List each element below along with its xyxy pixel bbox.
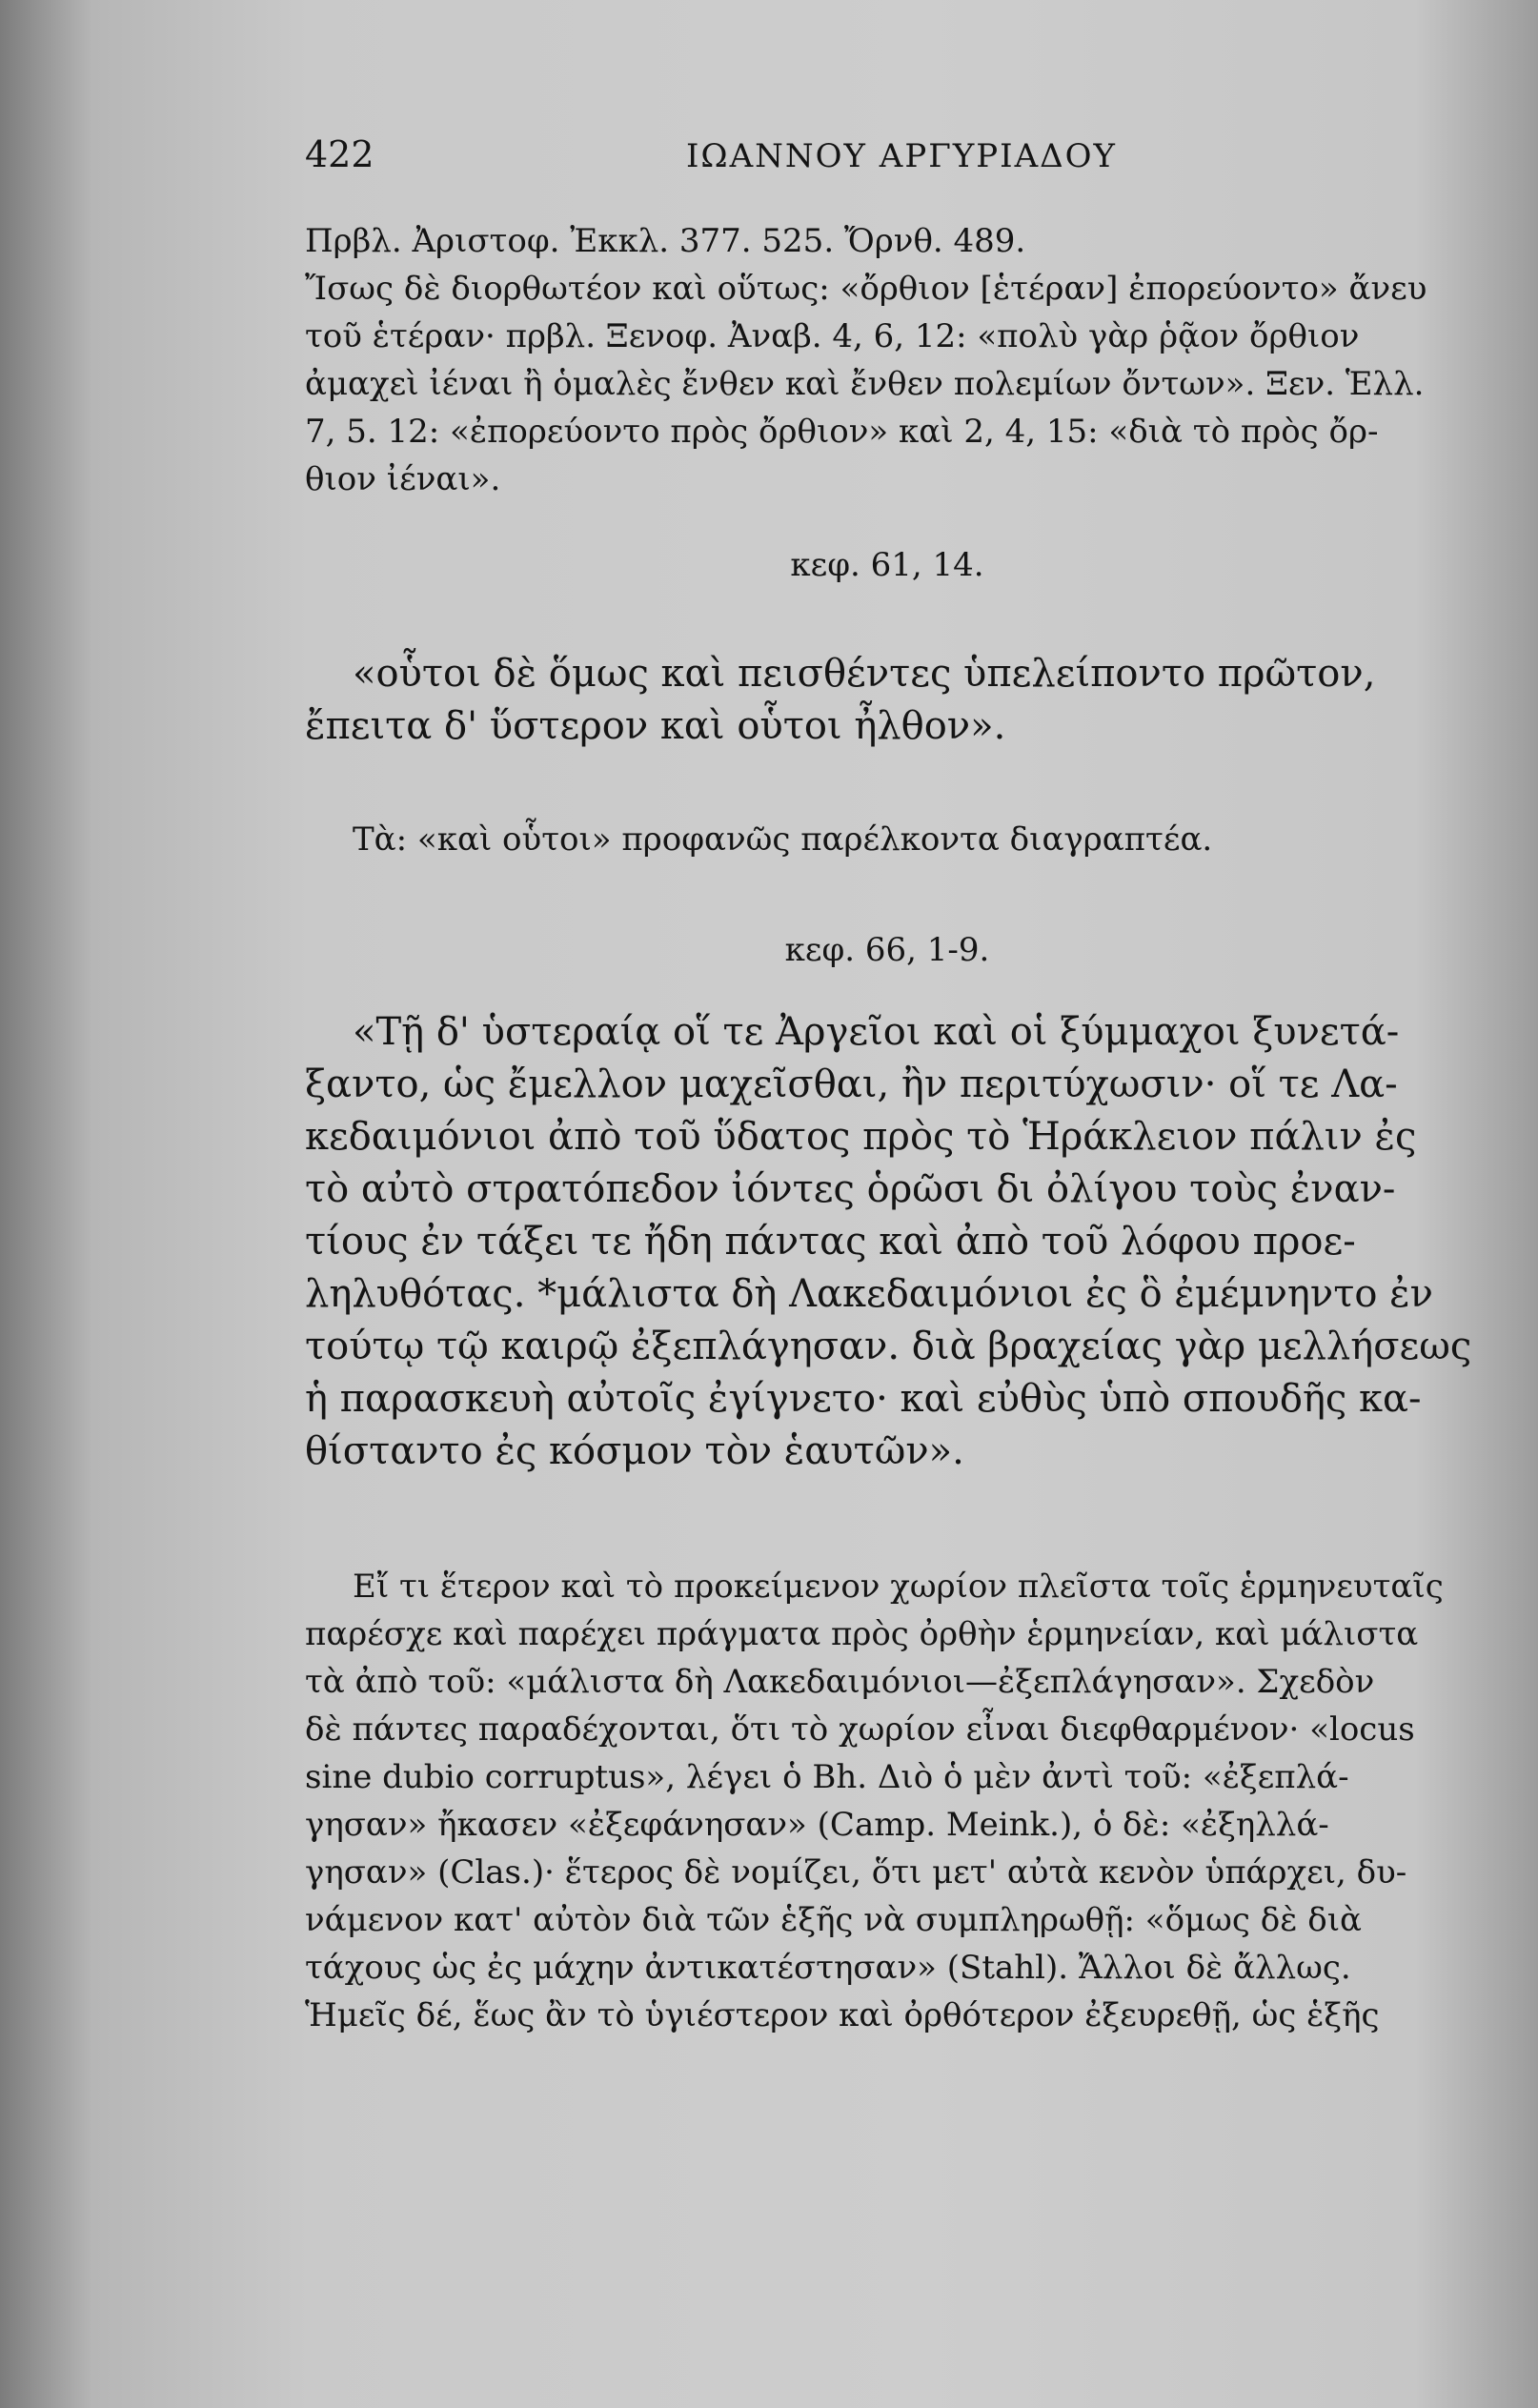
notes-top xyxy=(305,217,1469,503)
commentary-line: δὲ πάντες παραδέχονται, ὅτι τὸ χωρίον εἶναι διεφθαρμένον· «locus xyxy=(305,1710,1415,1749)
chapter-reference: κεφ. 66, 1-9. xyxy=(784,931,990,969)
note-1 xyxy=(305,816,1469,863)
quote-line: «Τῇ δ' ὑστεραίᾳ οἵ τε Ἀργεῖοι καὶ οἱ ξύμμαχοι ξυνετά- xyxy=(353,1010,1400,1054)
quote-line: ληλυθότας. *μάλιστα δὴ Λακεδαιμόνιοι ἐς ὃ ἐμέμνηντο ἐν xyxy=(305,1272,1433,1316)
commentary-line: τάχους ὡς ἐς μάχην ἀντικατέστησαν» (Stahl). Ἄλλοι δὲ ἄλλως. xyxy=(305,1949,1351,1987)
quote-line: τίους ἐν τάξει τε ἤδη πάντας καὶ ἀπὸ τοῦ λόφου προε- xyxy=(305,1220,1356,1264)
chapter-reference: κεφ. 61, 14. xyxy=(790,546,984,584)
note-line: Ἴσως δὲ διορθωτέον καὶ οὕτως: «ὄρθιον [ἑτέραν] ἐπορεύοντο» ἄνευ xyxy=(305,270,1427,308)
commentary-line: Εἴ τι ἕτερον καὶ τὸ προκείμενον χωρίον πλεῖστα τοῖς ἑρμηνευταῖς xyxy=(353,1568,1444,1606)
quotation-2 xyxy=(305,1006,1472,1478)
page-header xyxy=(305,133,1448,191)
note-line: τοῦ ἑτέραν· πρβλ. Ξενοφ. Ἀναβ. 4, 6, 12: «πολὺ γὰρ ῥᾷον ὄρθιον xyxy=(305,317,1360,355)
note-line: θιον ἰέναι». xyxy=(305,460,501,498)
quote-line: ἡ παρασκευὴ αὐτοῖς ἐγίγνετο· καὶ εὐθὺς ὑπὸ σπουδῆς κα- xyxy=(305,1377,1422,1421)
chapter-ref-2 xyxy=(305,926,1469,974)
note-line: 7, 5. 12: «ἐπορεύοντο πρὸς ὄρθιον» καὶ 2, 4, 15: «διὰ τὸ πρὸς ὄρ- xyxy=(305,413,1379,451)
commentary-line: γησαν» (Clas.)· ἕτερος δὲ νομίζει, ὅτι μετ' αὐτὰ κενὸν ὑπάρχει, δυ- xyxy=(305,1853,1407,1892)
note-line: Τὰ: «καὶ οὗτοι» προφανῶς παρέλκοντα διαγραπτέα. xyxy=(353,820,1213,859)
quote-line: κεδαιμόνιοι ἀπὸ τοῦ ὕδατος πρὸς τὸ Ἡράκλειον πάλιν ἐς xyxy=(305,1115,1417,1159)
commentary-line: νάμενον κατ' αὐτὸν διὰ τῶν ἑξῆς νὰ συμπληρωθῇ: «ὅμως δὲ διὰ xyxy=(305,1901,1363,1939)
note-line: ἀμαχεὶ ἰέναι ἢ ὁμαλὲς ἔνθεν καὶ ἔνθεν πολεμίων ὄντων». Ξεν. Ἑλλ. xyxy=(305,365,1425,403)
commentary-line: παρέσχε καὶ παρέχει πράγματα πρὸς ὀρθὴν ἑρμηνείαν, καὶ μάλιστα xyxy=(305,1615,1419,1653)
quote-line: θίσταντο ἐς κόσμον τὸν ἑαυτῶν». xyxy=(305,1429,964,1473)
page-number: 422 xyxy=(305,133,374,175)
notes-bottom xyxy=(305,1563,1469,2039)
quote-line: «οὗτοι δὲ ὅμως καὶ πεισθέντες ὑπελείποντο πρῶτον, xyxy=(353,652,1376,696)
commentary-line: τὰ ἀπὸ τοῦ: «μάλιστα δὴ Λακεδαιμόνιοι—ἐξεπλάγησαν». Σχεδὸν xyxy=(305,1663,1375,1701)
note-line: Πρβλ. Ἀριστοφ. Ἐκκλ. 377. 525. Ὄρνθ. 489. xyxy=(305,222,1026,260)
quotation-1 xyxy=(305,648,1469,753)
quote-line: ἔπειτα δ' ὕστερον καὶ οὗτοι ἦλθον». xyxy=(305,704,1006,748)
quote-line: τούτῳ τῷ καιρῷ ἐξεπλάγησαν. διὰ βραχείας γὰρ μελλήσεως xyxy=(305,1325,1472,1368)
quote-line: ξαντο, ὡς ἔμελλον μαχεῖσθαι, ἢν περιτύχωσιν· οἵ τε Λα- xyxy=(305,1062,1398,1106)
quote-line: τὸ αὐτὸ στρατόπεδον ἰόντες ὁρῶσι δι ὀλίγου τοὺς ἐναν- xyxy=(305,1167,1396,1211)
commentary-line: γησαν» ἤκασεν «ἐξεφάνησαν» (Camp. Meink.), ὁ δὲ: «ἐξηλλά- xyxy=(305,1806,1329,1844)
chapter-ref-1 xyxy=(305,541,1469,589)
commentary-line: Ἡμεῖς δέ, ἕως ἂν τὸ ὑγιέστερον καὶ ὀρθότερον ἐξευρεθῇ, ὡς ἑξῆς xyxy=(305,1996,1380,2034)
commentary-line: sine dubio corruptus», λέγει ὁ Bh. Διὸ ὁ μὲν ἀντὶ τοῦ: «ἐξεπλά- xyxy=(305,1758,1349,1796)
running-title: ΙΩΑΝΝΟΥ ΑΡΓΥΡΙΑΔΟΥ xyxy=(686,137,1118,175)
